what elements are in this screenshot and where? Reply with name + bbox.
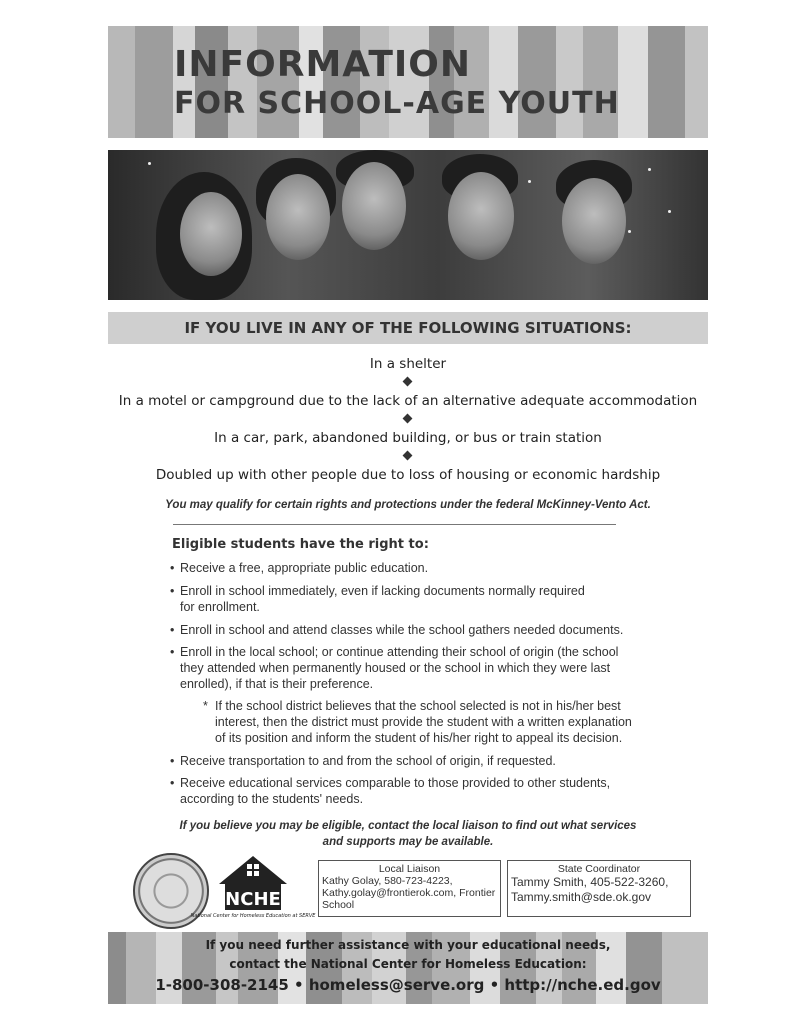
right-item: Enroll in school immediately, even if lacking documents normally required for enrollment.: [180, 584, 585, 614]
header-band: [108, 26, 708, 138]
rights-title: Eligible students have the right to:: [172, 537, 429, 552]
local-liaison-title: Local Liaison: [378, 863, 441, 875]
state-coordinator-details: Tammy Smith, 405-522-3260, Tammy.smith@sde.ok.gov: [511, 875, 669, 904]
asterisk-icon: *: [203, 699, 208, 713]
right-item: Receive a free, appropriate public education.: [180, 561, 429, 575]
state-coordinator-title: State Coordinator: [557, 863, 641, 875]
contact-note: If you believe you may be eligible, contact the local liaison to find out what services and supports may be available.: [179, 820, 637, 848]
footer-contact-line[interactable]: 1-800-308-2145 • homeless@serve.org • http://nche.ed.gov: [155, 976, 661, 994]
situation-item: Doubled up with other people due to loss of housing or economic hardship: [155, 467, 661, 483]
situations-heading-bar: [108, 312, 708, 344]
bullet-icon: •: [170, 561, 175, 575]
bullet-icon: •: [170, 754, 175, 768]
situation-item: In a car, park, abandoned building, or bus or train station: [214, 430, 602, 446]
right-subitem: If the school district believes that the school selected is not in his/her best interest, then the district must provide the student with a written explanation of its position and inform the student of his/her right to appeal its decision.: [215, 699, 632, 745]
nche-logo-text: NCHE: [225, 889, 281, 910]
footer-band: [108, 932, 708, 1004]
diamond-bullet-icon: [403, 377, 413, 387]
situation-item: In a shelter: [369, 356, 447, 372]
diamond-bullet-icon: [403, 414, 413, 424]
right-item: Enroll in the local school; or continue attending their school of origin (the school they attended when permanently housed or the school in which they were last enrolled), if that is their preference.: [180, 645, 619, 691]
local-liaison-details: Kathy Golay, 580-723-4223, Kathy.golay@frontierok.com, Frontier School: [322, 875, 496, 911]
footer-line-2: contact the National Center for Homeless Education:: [229, 957, 587, 971]
divider-line: [173, 524, 616, 525]
situation-item: In a motel or campground due to the lack of an alternative adequate accommodation: [118, 393, 698, 409]
qualify-note: You may qualify for certain rights and protections under the federal McKinney-Vento Act.: [165, 499, 651, 511]
local-liaison-box: [318, 860, 501, 917]
bullet-icon: •: [170, 623, 175, 637]
footer-line-1: If you need further assistance with your educational needs,: [205, 938, 611, 952]
situations-heading: IF YOU LIVE IN ANY OF THE FOLLOWING SITUATIONS:: [184, 319, 632, 337]
bullet-icon: •: [170, 584, 175, 598]
students-photo: [108, 150, 708, 300]
right-item: Enroll in school and attend classes while the school gathers needed documents.: [180, 623, 624, 637]
right-item: Receive educational services comparable to those provided to other students, according to the students' needs.: [180, 776, 611, 806]
bullet-icon: •: [170, 645, 175, 659]
state-coordinator-box: [507, 860, 691, 917]
bullet-icon: •: [170, 776, 175, 790]
nche-logo-caption: National Center for Homeless Education at SERVE: [190, 913, 316, 919]
title-line-2: FOR SCHOOL-AGE YOUTH: [174, 86, 620, 121]
title-line-1: INFORMATION: [174, 44, 472, 85]
right-item: Receive transportation to and from the school of origin, if requested.: [180, 754, 556, 768]
nche-house-logo-icon: [190, 850, 316, 928]
diamond-bullet-icon: [403, 451, 413, 461]
